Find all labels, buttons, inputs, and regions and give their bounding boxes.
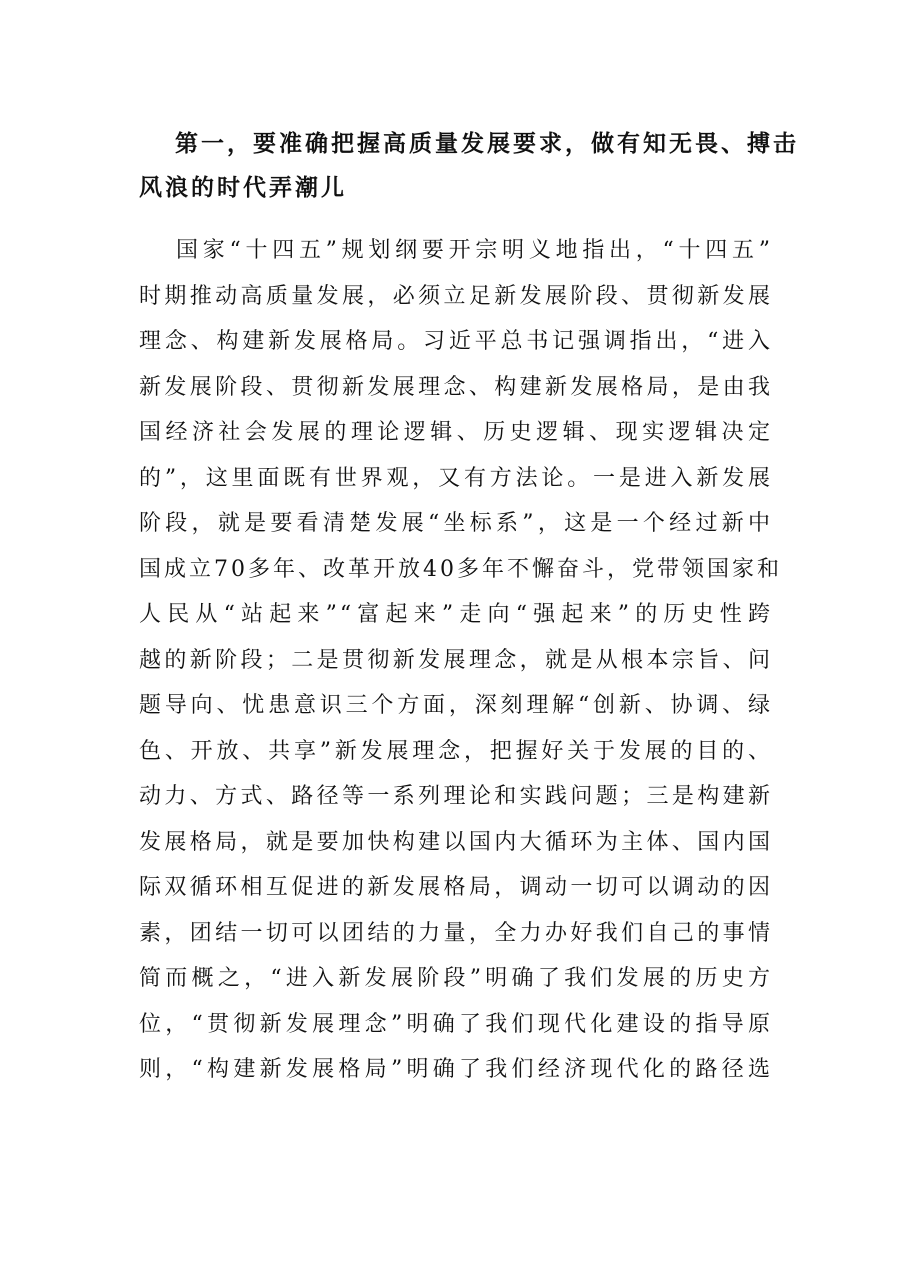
- paragraph-line: 越的新阶段；二是贯彻新发展理念，就是从根本宗旨、问: [139, 647, 773, 673]
- paragraph-line: 则，“构建新发展格局”明确了我们经济现代化的路径选: [139, 1057, 773, 1082]
- paragraph-line: 阶段，就是要看清楚发展“坐标系”，这是一个经过新中: [139, 511, 773, 536]
- paragraph-line: 新发展阶段、贯彻新发展理念、构建新发展格局，是由我: [139, 374, 773, 400]
- paragraph-line: 色、开放、共享”新发展理念，把握好关于发展的目的、: [139, 738, 773, 764]
- paragraph-line: 简而概之，“进入新发展阶段”明确了我们发展的历史方: [139, 966, 773, 991]
- paragraph-line: 人民从“站起来”“富起来”走向“强起来”的历史性跨: [139, 602, 773, 627]
- paragraph-line: 国家“十四五”规划纲要开宗明义地指出，“十四五”: [176, 238, 773, 263]
- section-heading: [139, 122, 799, 210]
- paragraph-line: 时期推动高质量发展，必须立足新发展阶段、贯彻新发展: [139, 283, 773, 309]
- paragraph-line: 国成立70多年、改革开放40多年不懈奋斗，党带领国家和: [139, 556, 782, 582]
- paragraph-line: 际双循环相互促进的新发展格局，调动一切可以调动的因: [139, 875, 773, 900]
- heading-line: 风浪的时代弄潮儿: [139, 174, 347, 201]
- paragraph-line: 位，“贯彻新发展理念”明确了我们现代化建设的指导原: [139, 1011, 773, 1037]
- paragraph-line: 素，团结一切可以团结的力量，全力办好我们自己的事情: [139, 920, 773, 946]
- document-content: [139, 122, 799, 1093]
- paragraph-line: 国经济社会发展的理论逻辑、历史逻辑、现实逻辑决定: [139, 420, 773, 445]
- heading-line: 第一，要准确把握高质量发展要求，做有知无畏、搏击: [175, 130, 799, 157]
- paragraph-line: 的”，这里面既有世界观，又有方法论。一是进入新发展: [139, 465, 773, 491]
- paragraph-line: 题导向、忧患意识三个方面，深刻理解“创新、协调、绿: [139, 693, 773, 718]
- body-paragraph: [139, 228, 782, 1093]
- paragraph-line: 动力、方式、路径等一系列理论和实践问题；三是构建新: [139, 784, 773, 809]
- paragraph-line: 发展格局，就是要加快构建以国内大循环为主体、国内国: [139, 829, 773, 855]
- paragraph-line: 理念、构建新发展格局。习近平总书记强调指出，“进入: [139, 329, 773, 354]
